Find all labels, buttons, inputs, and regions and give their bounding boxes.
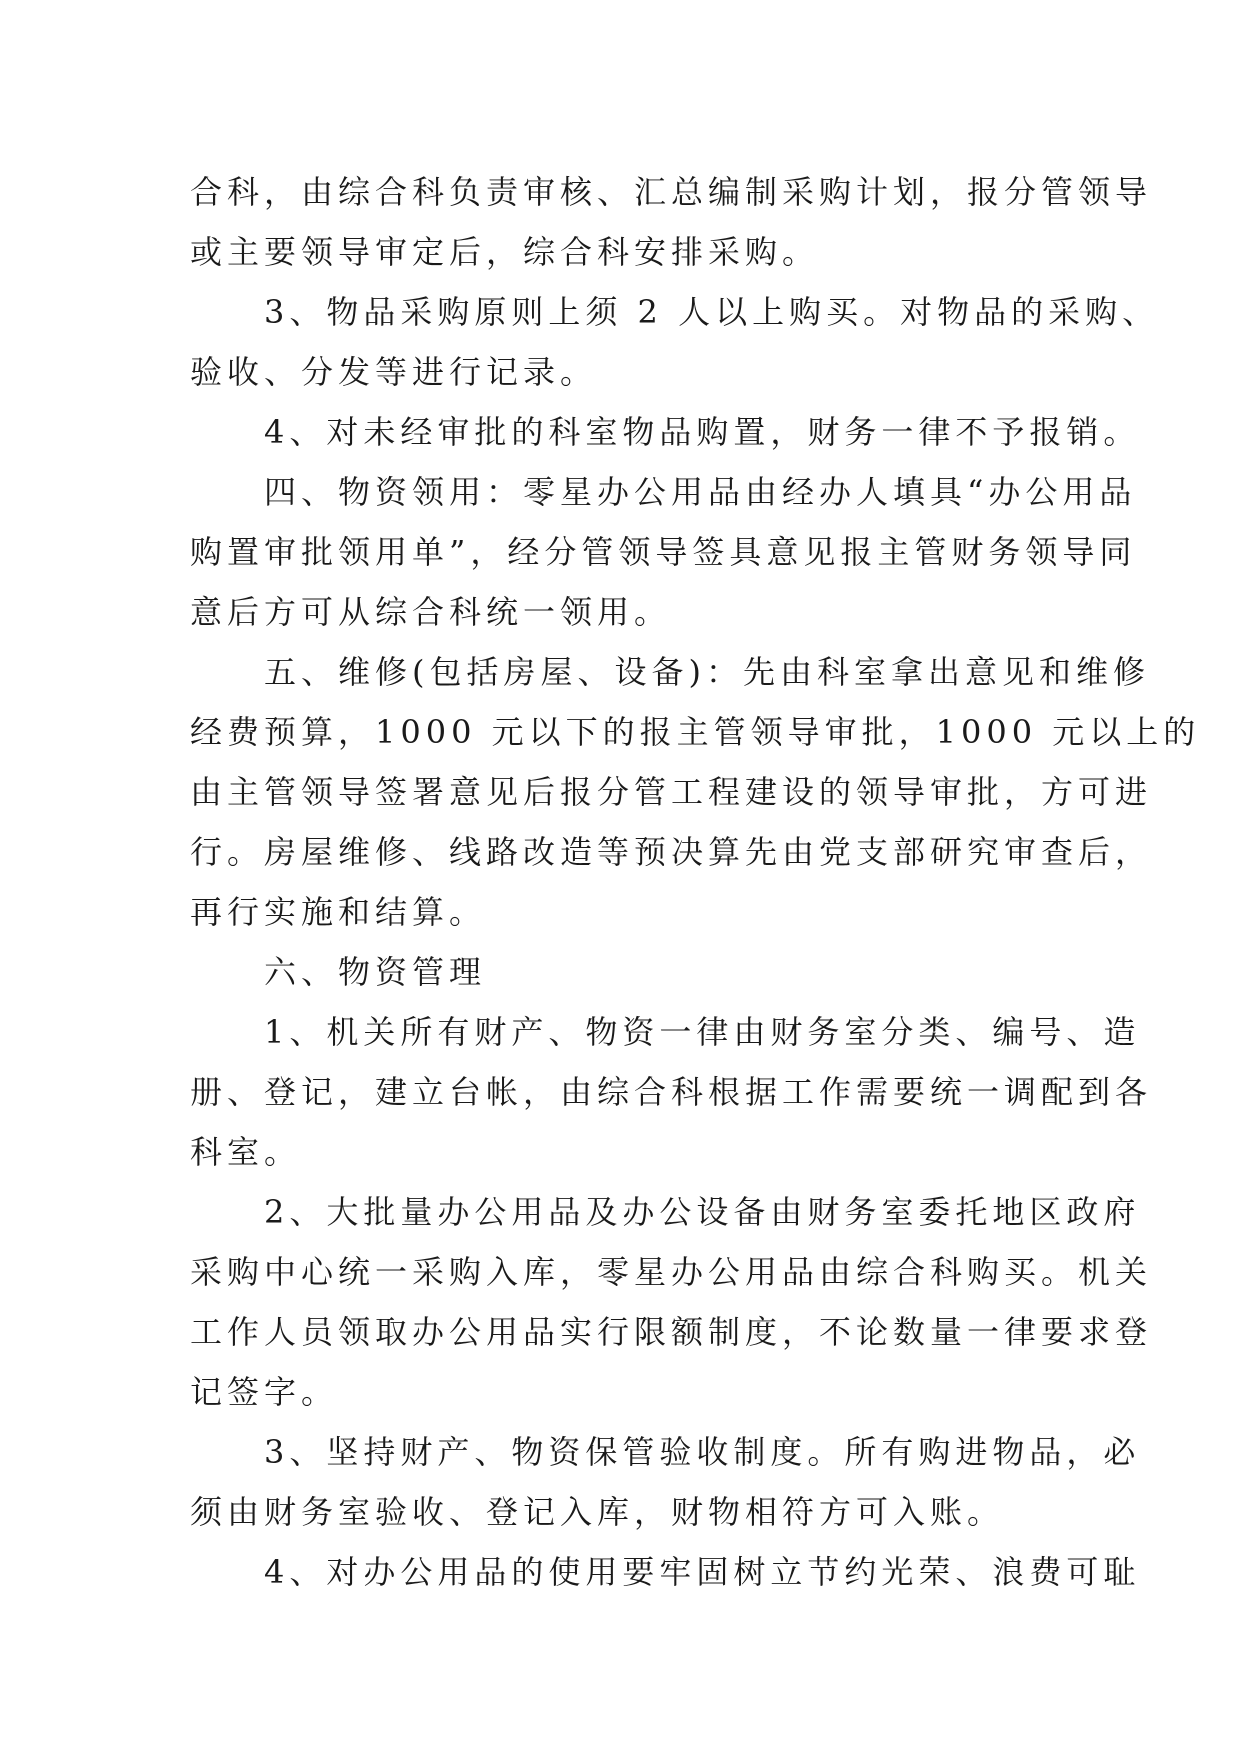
text-line: 册、登记，建立台帐，由综合科根据工作需要统一调配到各 <box>190 1073 1153 1111</box>
text-line: 合科，由综合科负责审核、汇总编制采购计划，报分管领导 <box>190 173 1153 211</box>
text-line: 采购中心统一采购入库，零星办公用品由综合科购买。机关 <box>190 1253 1153 1291</box>
text-line: 2、大批量办公用品及办公设备由财务室委托地区政府 <box>190 1193 1141 1231</box>
text-line: 由主管领导签署意见后报分管工程建设的领导审批，方可进 <box>190 773 1153 811</box>
text-line: 意后方可从综合科统一领用。 <box>190 593 672 631</box>
text-line: 或主要领导审定后，综合科安排采购。 <box>190 233 820 271</box>
text-line: 验收、分发等进行记录。 <box>190 353 598 391</box>
text-line: 经费预算，1000 元以下的报主管领导审批，1000 元以上的 <box>190 713 1201 751</box>
text-line: 3、坚持财产、物资保管验收制度。所有购进物品，必 <box>190 1433 1141 1471</box>
text-line: 工作人员领取办公用品实行限额制度，不论数量一律要求登 <box>190 1313 1153 1351</box>
text-line: 记签字。 <box>190 1373 339 1411</box>
text-line: 购置审批领用单”，经分管领导签具意见报主管财务领导同 <box>190 533 1137 571</box>
text-line: 行。房屋维修、线路改造等预决算先由党支部研究审查后， <box>190 833 1153 871</box>
text-line: 再行实施和结算。 <box>190 893 487 931</box>
section-heading: 六、物资管理 <box>190 953 487 991</box>
document-body <box>190 162 1201 1602</box>
text-line: 3、物品采购原则上须 2 人以上购买。对物品的采购、 <box>190 293 1160 331</box>
text-line: 4、对未经审批的科室物品购置，财务一律不予报销。 <box>190 413 1141 451</box>
text-line: 五、维修(包括房屋、设备)：先由科室拿出意见和维修 <box>190 653 1150 691</box>
text-line: 4、对办公用品的使用要牢固树立节约光荣、浪费可耻 <box>190 1553 1141 1591</box>
text-line: 须由财务室验收、登记入库，财物相符方可入账。 <box>190 1493 1005 1531</box>
text-line: 四、物资领用：零星办公用品由经办人填具“办公用品 <box>190 473 1137 511</box>
text-line: 科室。 <box>190 1133 302 1171</box>
text-line: 1、机关所有财产、物资一律由财务室分类、编号、造 <box>190 1013 1141 1051</box>
